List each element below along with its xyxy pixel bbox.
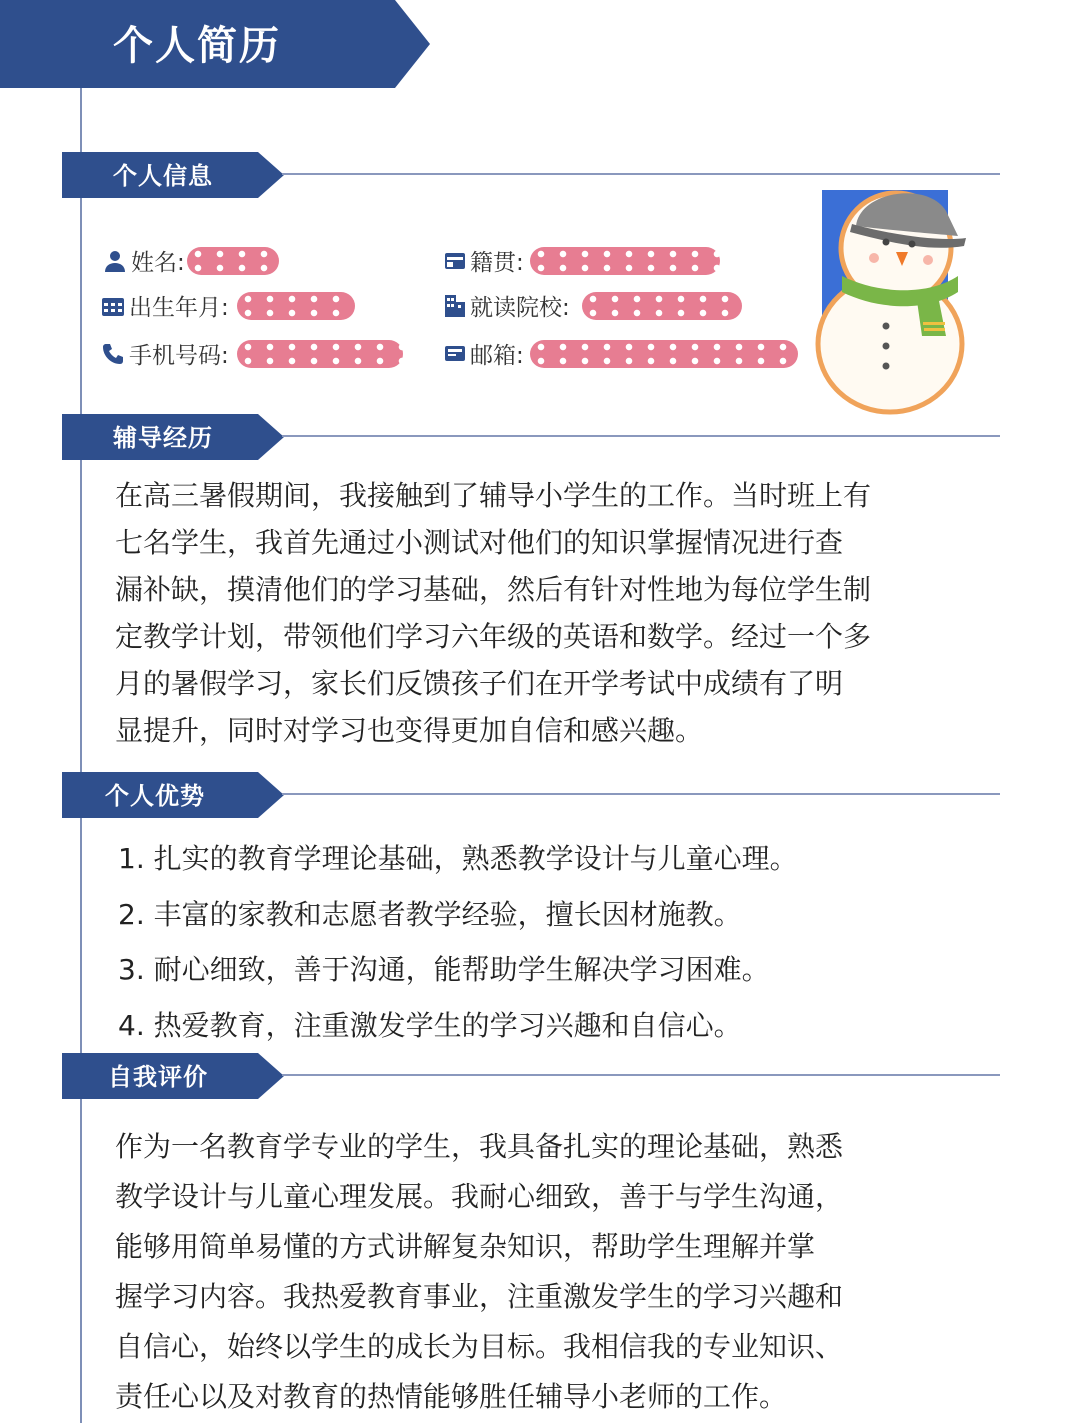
field-birthdate: [101, 289, 355, 322]
list-item: 4. 热爱教育，注重激发学生的学习兴趣和自信心。: [118, 1009, 742, 1042]
list-item: 3. 耐心细致，善于沟通，能帮助学生解决学习困难。: [118, 953, 770, 986]
redacted-value: [187, 247, 279, 275]
section-title-tutoring: 辅导经历: [113, 424, 213, 452]
section-rule: [282, 793, 1000, 795]
paragraph-line: 责任心以及对教育的热情能够胜任辅导小老师的工作。: [115, 1380, 788, 1413]
tutoring-paragraph: [115, 472, 871, 754]
field-label: 出生年月:: [129, 295, 229, 321]
field-label: 手机号码:: [129, 343, 229, 369]
calendar-icon: [101, 295, 125, 317]
field-name: [103, 244, 279, 277]
section-rule: [282, 173, 1000, 175]
paragraph-line: 在高三暑假期间，我接触到了辅导小学生的工作。当时班上有: [115, 479, 872, 512]
paragraph-line: 教学设计与儿童心理发展。我耐心细致，善于与学生沟通，: [115, 1180, 844, 1213]
paragraph-line: 漏补缺，摸清他们的学习基础，然后有针对性地为每位学生制: [115, 573, 872, 606]
id-card-icon: [444, 251, 466, 271]
phone-icon: [101, 342, 125, 366]
building-icon: [444, 294, 466, 318]
self-eval-paragraph: [115, 1122, 843, 1422]
field-phone: [101, 337, 403, 370]
list-item: 1. 扎实的教育学理论基础，熟悉教学设计与儿童心理。: [118, 842, 798, 875]
field-label: 姓名:: [131, 250, 185, 276]
section-title-strengths: 个人优势: [105, 782, 205, 810]
timeline-line: [80, 88, 82, 1423]
redacted-value: [237, 292, 355, 320]
redacted-value: [530, 340, 798, 368]
paragraph-line: 七名学生，我首先通过小测试对他们的知识掌握情况进行查: [115, 526, 844, 559]
paragraph-line: 握学习内容。我热爱教育事业，注重激发学生的学习兴趣和: [115, 1280, 844, 1313]
redacted-value: [237, 340, 403, 368]
redacted-value: [582, 292, 742, 320]
section-title-self-eval: 自我评价: [108, 1063, 208, 1091]
field-label: 就读院校:: [470, 295, 570, 321]
redacted-value: [530, 247, 720, 275]
paragraph-line: 能够用简单易懂的方式讲解复杂知识，帮助学生理解并掌: [115, 1230, 816, 1263]
field-school: [444, 289, 742, 322]
paragraph-line: 定教学计划，带领他们学习六年级的英语和数学。经过一个多: [115, 620, 872, 653]
section-title-personal-info: 个人信息: [113, 162, 213, 190]
section-rule: [282, 1074, 1000, 1076]
snowman-avatar: [808, 176, 973, 416]
field-label: 邮箱:: [470, 343, 524, 369]
page-title: 个人简历: [113, 23, 281, 69]
mail-icon: [444, 344, 466, 364]
field-hometown: [444, 244, 720, 277]
field-label: 籍贯:: [470, 250, 524, 276]
paragraph-line: 作为一名教育学专业的学生，我具备扎实的理论基础，熟悉: [115, 1130, 844, 1163]
section-rule: [282, 435, 1000, 437]
paragraph-line: 自信心，始终以学生的成长为目标。我相信我的专业知识、: [115, 1330, 844, 1363]
field-email: [444, 337, 798, 370]
paragraph-line: 月的暑假学习，家长们反馈孩子们在开学考试中成绩有了明: [115, 667, 844, 700]
person-icon: [103, 249, 127, 273]
paragraph-line: 显提升，同时对学习也变得更加自信和感兴趣。: [115, 714, 704, 747]
list-item: 2. 丰富的家教和志愿者教学经验，擅长因材施教。: [118, 898, 742, 931]
